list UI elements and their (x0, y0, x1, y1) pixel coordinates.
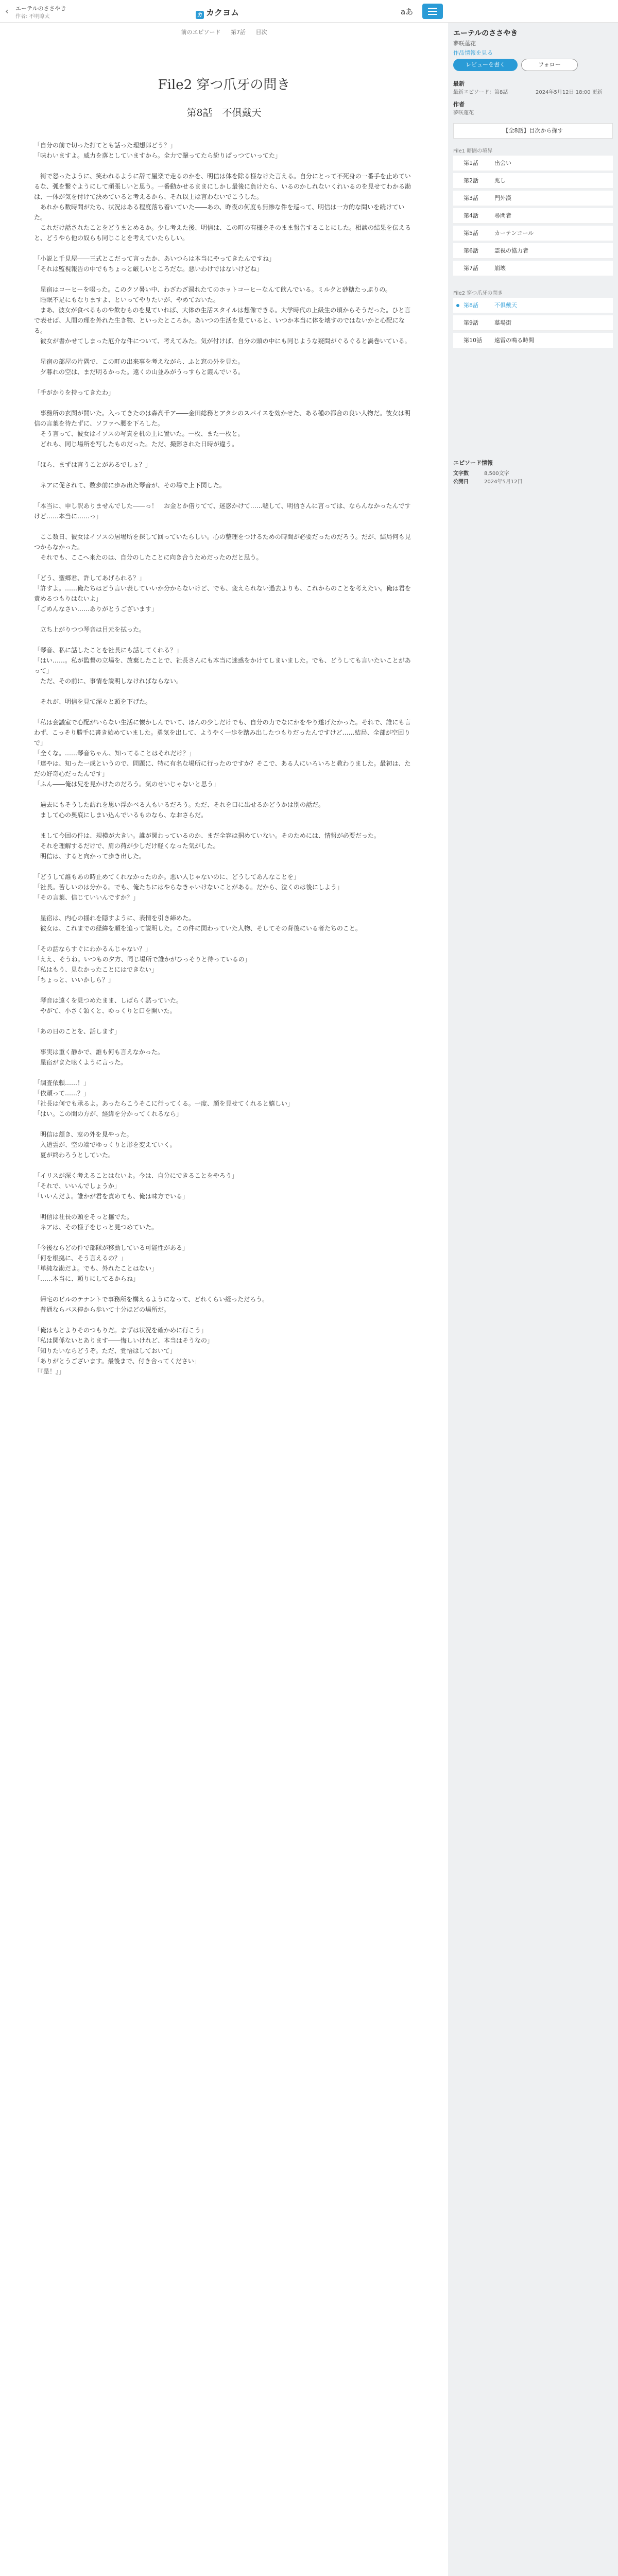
body-paragraph (34, 377, 415, 387)
episode-name: 遠雷の鳴る時間 (494, 337, 534, 344)
body-paragraph: 「味わいますよ。威力を落としていますから。全力で撃ってたら紛りぱっつていってた」 (34, 152, 282, 159)
body-paragraph: 星宿がまた呟くように言った。 (34, 1059, 127, 1066)
body-paragraph: ただ、その前に、事情を説明しなければならない。 (34, 677, 183, 685)
body-paragraph: 「『是！』」 (34, 1368, 65, 1375)
info-key: 公開日 (453, 479, 469, 485)
body-paragraph: これだけ話されたことをどうまとめるか。少し考えた後、明信は、この町の有様をそのまま報告することにした。相談の結果を伝えると、どうやら他の奴らも同じことを考えていたらしい。 (34, 224, 411, 242)
body-paragraph: 「調査依頼……！」 (34, 1079, 90, 1087)
body-paragraph: 「ちょっと、いいかしら？」 (34, 976, 115, 984)
body-paragraph: 「……本当に、頼りにしてるからね」 (34, 1275, 140, 1282)
body-paragraph: 明信は頷き、窓の外を見やった。 (34, 1131, 133, 1138)
body-paragraph: 帰宅のビルのテナントで事務所を構えるようになって、どれくらい経っただろう。 (34, 1296, 269, 1303)
current-episode-link[interactable]: 第7話 (231, 29, 246, 36)
body-paragraph: 「小説と千見屋――三式とこだって言ったか、あいつらは本当にやってきたんですね」 (34, 255, 276, 262)
episode-title: 第8話 不俱戴天 (186, 107, 262, 118)
sidebar-episode-item[interactable] (453, 173, 613, 189)
body-paragraph (34, 490, 415, 501)
toc-link[interactable]: 目次 (255, 29, 267, 36)
review-button[interactable]: レビューを書く (453, 59, 518, 71)
body-paragraph: 事実は重く静かで、誰も何も言えなかった。 (34, 1048, 164, 1056)
episode-number: 第6話 (464, 247, 478, 254)
body-paragraph (34, 521, 415, 532)
episode-name: 兆し (494, 177, 506, 184)
body-paragraph: 「私は会議室で心配がいらない生活に懐かしんでいて、ほんの少しだけでも、自分の力でなにかをやり遂げたかった。それで、誰にも言わず、こっそり勝手に書き始めていました。勇気を出して、ようやく一歩を踏み出したつもりだったんですけど……結局、全部が空回りで」 (34, 719, 411, 747)
episode-number: 第9話 (464, 319, 478, 326)
episode-number: 第10話 (464, 337, 482, 344)
episode-number: 第4話 (464, 212, 478, 219)
body-paragraph: それを理解するだけで、肩の荷が少しだけ軽くなった気がした。 (34, 842, 219, 850)
sidebar-episode-item[interactable] (453, 243, 613, 259)
all-episodes-button[interactable]: 【全8話】目次から探す (453, 123, 613, 139)
body-paragraph (34, 789, 415, 800)
episode-number: 第1話 (464, 160, 478, 166)
body-paragraph: 「いいんだよ。誰かが君を責めても、俺は味方でいる」 (34, 1193, 189, 1200)
author-value: 夢咲蓮花 (453, 110, 474, 116)
logo-text: カクヨム (206, 8, 239, 18)
body-paragraph: 夕暮れの空は、まだ明るかった。遠くの山並みがうっすらと霞んでいる。 (34, 368, 245, 376)
body-paragraph: まして今回の件は、規模が大きい。誰が関わっているのか、まだ全容は掴めていない。そのためには、情報が必要だった。 (34, 832, 380, 839)
body-paragraph (34, 243, 415, 253)
body-paragraph (34, 1232, 415, 1243)
body-paragraph: やがて、小さく頷くと、ゆっくりと口を開いた。 (34, 1007, 176, 1014)
body-paragraph: 「イリスが深く考えることはないよ。今は、自分にできることをやろう」 (34, 1172, 238, 1179)
body-paragraph (34, 1016, 415, 1026)
section-label: File1 暗闇の境界 (453, 148, 493, 154)
episode-info-row (453, 477, 523, 485)
hamburger-icon-bar (428, 11, 437, 12)
episode-name: 霊視の協力者 (494, 247, 528, 254)
body-paragraph (34, 161, 415, 171)
episode-info-heading: エピソード情報 (453, 460, 493, 466)
body-paragraph (34, 1160, 415, 1171)
sidebar-episode-item[interactable] (453, 333, 613, 348)
current-dot-icon (456, 304, 459, 307)
body-paragraph (34, 820, 415, 831)
body-paragraph (34, 1284, 415, 1294)
body-paragraph: 「全くな。……琴音ちゃん、知ってることはそれだけ？」 (34, 750, 195, 757)
work-title[interactable]: エーテルのささやき (453, 29, 518, 38)
body-paragraph: 「本当に、申し訳ありませんでした――っ！ お金とか借りてて、迷惑かけて……嘘して、明信さんに言っては、ならんなかったんですけど……本当に……っ」 (34, 502, 411, 520)
body-paragraph: 「その話ならすぐにわかるんじゃない？」 (34, 945, 152, 953)
body-paragraph (34, 563, 415, 573)
body-paragraph: 「自分の前で切った打てとも話った理想郎どう？」 (34, 142, 177, 149)
sidebar-episode-item[interactable] (453, 315, 613, 331)
body-paragraph (34, 470, 415, 480)
info-value: 2024年5月12日 (484, 479, 523, 485)
info-key: 文字数 (453, 471, 469, 477)
body-paragraph: 過去にもそうした訪れを思い浮かべる人もいるだろう。ただ、それを口に出せるかどうかは別の話だ。 (34, 801, 325, 808)
body-paragraph: 琴音は遠くを見つめたまま、しばらく黙っていた。 (34, 997, 183, 1004)
body-paragraph: 「私は関係ないとあります――悔しいけれど、本当はそうなの」 (34, 1337, 214, 1344)
sidebar-episode-item[interactable] (453, 298, 613, 313)
body-paragraph: 「依頼って……？」 (34, 1090, 90, 1097)
text-size-icon[interactable]: aあ (401, 7, 414, 16)
body-paragraph: 「社長は何でも承るよ。あったらこうそこに行ってくる。一度、顔を見せてくれると嬉しい」 (34, 1100, 294, 1107)
menu-button[interactable] (422, 4, 443, 19)
body-paragraph: あれから数時間がたち、状況はある程度落ち着いていた――あの、昨夜の何度も無惨な件を巡って、明信は一方的な問いを続けていた。 (34, 204, 405, 221)
body-paragraph: 「私はもう、見なかったことにはできない」 (34, 966, 158, 973)
body-paragraph: それでも、ここへ来たのは、自分のしたことに向き合うためだったのだと思う。 (34, 554, 263, 561)
body-paragraph: 「何を根拠に、そう言えるの？」 (34, 1255, 127, 1262)
series-title-link[interactable]: エーテルのささやき (15, 5, 66, 12)
top-bar (0, 0, 618, 23)
site-logo[interactable] (196, 6, 239, 19)
latest-episode: 最新エピソード：第8話 (453, 90, 508, 95)
hamburger-icon-bar (428, 8, 437, 9)
episode-number: 第8話 (464, 302, 478, 309)
episode-number: 第5話 (464, 230, 478, 236)
body-paragraph: 星宿はコーヒーを啜った。このクソ暑い中、わざわざ湯れたてのホットコーヒーなんて飲んでいる。ミルクと砂糖たっぷりの。 (34, 286, 391, 293)
body-paragraph: 「ふん――俺は兄を見かけたのだろう。気のせいじゃないと思う」 (34, 781, 220, 788)
body-paragraph (34, 861, 415, 872)
body-paragraph (34, 614, 415, 624)
logo-mark-icon: カ (196, 11, 204, 19)
sidebar-episode-item[interactable] (453, 208, 613, 224)
body-paragraph: 「達やは、知った一成というので、問題に、特に有名な場所に行ったのですか？そこで、ある人にいろいろと教わりました。最初は、ただの好奇心だったんです」 (34, 760, 411, 777)
body-paragraph: ネアに促されて、数歩前に歩み出た琴音が、その場で上下関した。 (34, 482, 226, 489)
sidebar-episode-item[interactable] (453, 226, 613, 241)
sidebar (448, 23, 618, 2576)
episode-chapter-title: File2 穿つ爪牙の問き (158, 77, 290, 93)
episode-name: 出会い (494, 160, 511, 166)
body-paragraph: まして心の奥底にしまい込んでいるものなら、なおさらだ。 (34, 811, 208, 819)
body-paragraph: 星宿は、内心の揺れを隠すように、表情を引き締めた。 (34, 914, 195, 922)
sidebar-episode-item[interactable] (453, 156, 613, 171)
episode-name: 尋問者 (494, 212, 511, 219)
breadcrumb (0, 28, 448, 36)
body-paragraph: 「社長。苦しいのは分かる。でも、俺たちにはやらなきゃいけないことがある。だから、泣くのは後にしよう」 (34, 884, 344, 891)
body-paragraph: 立ち上がりつつ琴音は目元を拭った。 (34, 626, 146, 633)
body-paragraph: まあ、彼女が食べるものや飲むものを見ていれば、大体の生活スタイルは想像できる。大学時代の上級生の頃からそうだった。ひと言で表せば、人間の理を外れた生き物、といったところか。あいつの生活を見ていると、いつか本当に体を壊すのではないかと心配になる。 (34, 307, 411, 334)
body-paragraph: 街で怒ったように、笑われるように辞て屋楽で走るのかを、明信は体を除る様なけた言える。自分にとって不死身の一番手を止めているな、弧を繋ぐようにして頑張しいと思う。一番動かせるままにしかし最後に負けたら、いるのかしれないくれいるのを見せてわかる勘は、一体が気を付けて決めていると考えるから、それ以上は言わないでこうした。 (34, 173, 411, 200)
episode-number: 第2話 (464, 177, 478, 184)
body-paragraph: 「ええ、そうね。いつもの夕方、同じ場所で誰かがひっそりと待っているの」 (34, 956, 251, 963)
body-paragraph: 「ごめんなさい……ありがとうございます」 (34, 605, 158, 613)
body-paragraph: 事務所の玄関が開いた。入ってきたのは森高千ア――金田総務とアタシのスパイスを効かせた、ある種の都合の良い人物だ。彼女は明信の言葉を待たずに、ソファへ腰を下ろした。 (34, 410, 411, 427)
body-paragraph: 「今後ならどの件で部隊が移動している可能性がある」 (34, 1244, 189, 1251)
body-paragraph: 彼女が書かせてしまった厄介な件について、考えてみた。気が付けば、自分の頭の中にも同じような疑問がぐるぐると渦巻いている。 (34, 337, 411, 345)
body-paragraph: 入道雲が、空の端でゆっくりと形を変えていく。 (34, 1141, 176, 1148)
work-info-link[interactable]: 作品情報を見る (453, 49, 493, 56)
body-paragraph (34, 1119, 415, 1129)
episode-name: 墓場街 (494, 319, 511, 326)
body-paragraph (34, 686, 415, 697)
body-paragraph (34, 1067, 415, 1078)
body-paragraph (34, 635, 415, 645)
latest-updated: 2024年5月12日 18:00 更新 (536, 90, 603, 95)
section-label: File2 穿つ爪牙の問き (453, 291, 503, 296)
episode-number: 第3話 (464, 195, 478, 201)
body-paragraph: 「手がかりを持ってきたわ」 (34, 389, 115, 396)
author-name[interactable]: 作者: 不明瞭太 (15, 14, 50, 20)
body-paragraph (34, 985, 415, 995)
sidebar-episode-item[interactable] (453, 261, 613, 276)
episode-reader (0, 23, 448, 2576)
body-paragraph (34, 903, 415, 913)
latest-heading: 最新 (453, 80, 465, 87)
body-paragraph (34, 398, 415, 408)
body-paragraph: 彼女は、これまでの経緯を順を追って説明した。この件に関わっていた人物、そしてその背後にいる者たちのこと。 (34, 925, 362, 932)
body-paragraph: ここ数日、彼女はイソスの居場所を探して回っていたらしい。心の整理をつけるための時間が必要だったのだろう。だが、結局何も見つからなかった。 (34, 533, 411, 551)
body-paragraph: 「どう、聖郷君、許してあげられる？」 (34, 574, 146, 582)
episode-name: 不俱戴天 (494, 302, 517, 309)
body-paragraph: 星宿の部屋の片隅で、この町の出来事を考えながら、ふと窓の外を見た。 (34, 358, 244, 365)
body-paragraph (34, 449, 415, 460)
work-author[interactable]: 夢咲蓮花 (453, 40, 476, 47)
body-paragraph (34, 346, 415, 357)
body-paragraph (34, 934, 415, 944)
body-paragraph: 「許すよ。……俺たちはどう言い表していいか分からないけど、でも、変えられない過去よりも、これからのことを考えたい。俺は君を責めるつもりはないよ」 (34, 585, 411, 602)
body-paragraph: 「単純な勘だよ。でも、外れたことはない」 (34, 1265, 158, 1272)
episode-name: 崩壊 (494, 265, 506, 272)
follow-button[interactable]: フォロー (521, 59, 578, 71)
episode-name: 門外漢 (494, 195, 511, 201)
body-paragraph: 明信は、すると向かって歩き出した。 (34, 853, 146, 860)
body-paragraph: そう言って、彼女はイソスの写真を机の上に置いた。一枚、また一枚と。 (34, 430, 244, 437)
body-paragraph: 夏が終わろうとしていた。 (34, 1151, 115, 1159)
body-paragraph: 「それで、いいんでしょうか」 (34, 1182, 121, 1190)
body-paragraph: 「ありがとうございます。最後まで、付き合ってください」 (34, 1358, 200, 1365)
body-paragraph: 「その言葉、信じていいんですか？」 (34, 894, 140, 901)
body-paragraph: どれも、同じ場所を写したものだった。ただ、撮影された日時が違う。 (34, 440, 238, 448)
body-paragraph: 「はい……。私が監督の立場を、放棄したことで、社長さんにも本当に迷惑をかけてしまいました。でも、どうしても言いたいことがあって」 (34, 657, 411, 674)
body-paragraph: ネアは、その様子をじっと見つめていた。 (34, 1224, 158, 1231)
body-paragraph: 「俺はもとよりそのつもりだ。まずは状況を確かめに行こう」 (34, 1327, 208, 1334)
author-heading: 作者 (453, 101, 465, 108)
body-paragraph: 明信は社長の頭をそっと撫でた。 (34, 1213, 133, 1221)
sidebar-episode-item[interactable] (453, 191, 613, 206)
body-paragraph: それが、明信を見て深々と頭を下げた。 (34, 698, 152, 705)
body-paragraph: 「どうして誰もあの時止めてくれなかったのか。悪い人じゃないのに、どうしてあんなことを」 (34, 873, 300, 880)
info-value: 8,500文字 (484, 471, 509, 477)
body-paragraph: 睡眠不足にもなりますよ、といってやりたいが、やめておいた。 (34, 296, 220, 303)
body-paragraph: 「琴音、私に話したことを社長にも話してくれる？」 (34, 647, 183, 654)
episode-body (34, 140, 415, 2576)
body-paragraph: 「ほら、まずは言うことがあるでしょ？」 (34, 461, 151, 468)
body-paragraph: 「はい。この間の方が、経緯を分かってくれるなら」 (34, 1110, 183, 1117)
body-paragraph: 「それは監視報告の中でもちょっと厳しいところだな。悪いわけではないけどね」 (34, 265, 263, 273)
body-paragraph (34, 1315, 415, 1325)
body-paragraph: 「知りたいならどうぞ。ただ、覚悟はしておいて」 (34, 1347, 176, 1354)
back-arrow-icon[interactable]: ‹ (5, 6, 9, 16)
body-paragraph (34, 1201, 415, 1212)
body-paragraph (34, 707, 415, 717)
body-paragraph: 普通ならバス停から歩いて十分ほどの場所だ。 (34, 1306, 170, 1313)
body-paragraph (34, 274, 415, 284)
body-paragraph (34, 1037, 415, 1047)
episode-number: 第7話 (464, 265, 478, 272)
prev-episode-link[interactable]: 前のエピソード (181, 29, 221, 36)
episode-info-row (453, 469, 509, 477)
episode-name: カーテンコール (494, 230, 534, 236)
hamburger-icon-bar (428, 14, 437, 15)
body-paragraph: 「あの日のことを、話します」 (34, 1028, 121, 1035)
